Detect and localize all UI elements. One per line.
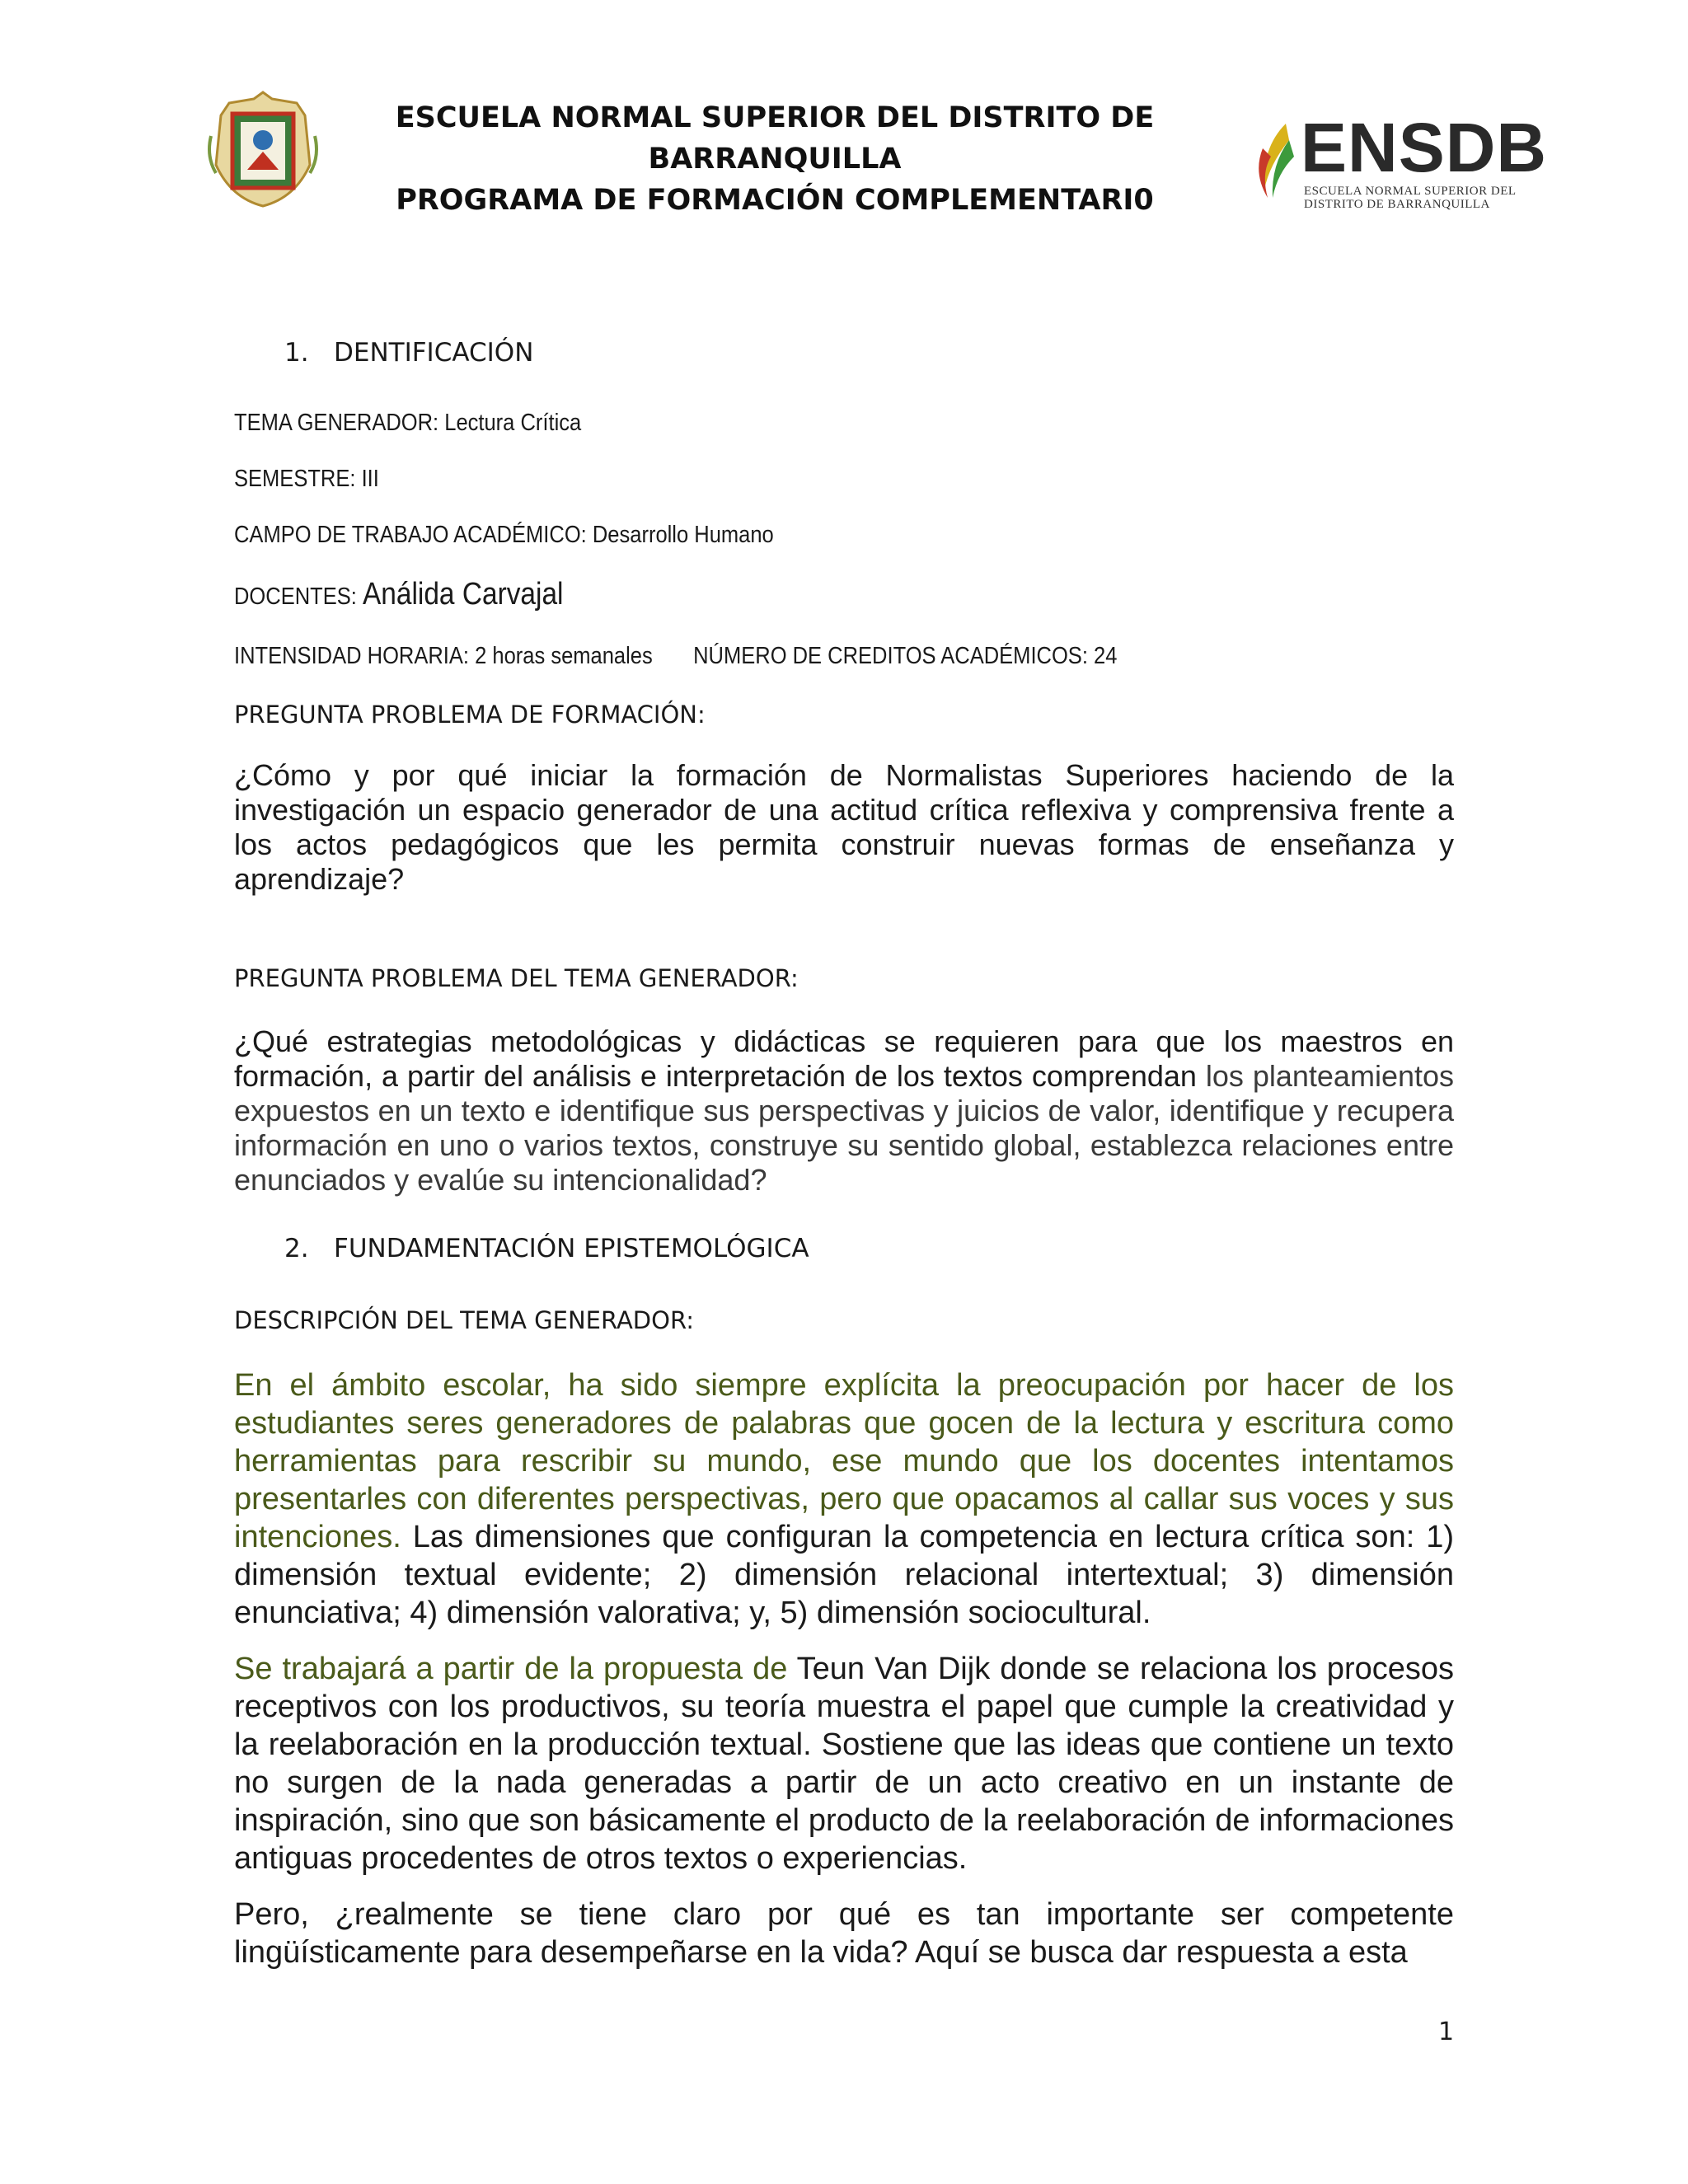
semestre-label: SEMESTRE: [234, 466, 356, 492]
descripcion-paragraph-3: Pero, ¿realmente se tiene claro por qué es tan importante ser competente lingüísticamente para desempeñarse en la vida? Aquí se busca dar respuesta a esta [234, 1897, 1454, 1970]
tema-label: TEMA GENERADOR: [234, 410, 439, 436]
descripcion-p2-rest: Teun Van Dijk donde se relaciona los procesos receptivos con los productivos, su teoría muestra el papel que cumple la creatividad y la reelaboración en la producción textual. Sostiene que las ideas que contiene un texto no surgen de la nada generadas a partir de un acto creativo en un instante de inspiración, sino que son básicamente el producto de la reelaboración de informaciones antiguas procedentes de otros textos o experiencias. [234, 1652, 1454, 1876]
header-program-name: PROGRAMA DE FORMACIÓN COMPLEMENTARI0 [396, 184, 1154, 217]
page-number: 1 [1438, 2018, 1455, 2046]
creditos-label: NÚMERO DE CREDITOS ACADÉMICOS: [693, 643, 1088, 669]
field-intensidad-creditos [234, 643, 1117, 670]
pregunta-tema-label: PREGUNTA PROBLEMA DEL TEMA GENERADOR: [234, 964, 799, 992]
pregunta-tema-text-b: los planteamientos expuestos en un texto e identifique sus perspectivas y juicios de valor, identifique y recupera información en uno o varios textos, construye su sentido global, establezca relaciones entre enunciados y evalúe su intencionalidad? [234, 1059, 1455, 1197]
ensdb-leaf-icon [1253, 115, 1302, 206]
section-1-heading [284, 338, 533, 368]
descripcion-paragraph-1 [234, 1366, 1454, 1632]
document-header [313, 97, 1236, 221]
docentes-value: Análida Carvajal [362, 577, 564, 612]
pregunta-tema-text-a: ¿Qué estrategias metodológicas y didácticas se requieren para que los maestros en formación, a partir del análisis e interpretación de los textos comprendan [234, 1024, 1454, 1093]
pregunta-tema-text [234, 1024, 1454, 1197]
descripcion-paragraph-2 [234, 1650, 1454, 1877]
school-crest-logo [204, 91, 321, 208]
intensidad-label: INTENSIDAD HORARIA: [234, 643, 470, 669]
section-2-heading [284, 1234, 809, 1263]
campo-value: Desarrollo Humano [592, 522, 774, 548]
intensidad-value: 2 horas semanales [475, 643, 653, 669]
pregunta-formacion-text: ¿Cómo y por qué iniciar la formación de Normalistas Superiores haciendo de la investigación un espacio generador de una actitud crítica reflexiva y comprensiva frente a los actos pedagógicos que les permita construir nuevas formas de enseñanza y aprendizaje? [234, 758, 1454, 896]
field-campo [234, 522, 774, 549]
section-1-number: 1. [284, 338, 309, 368]
ensdb-logo [1253, 109, 1548, 214]
section-2-title: FUNDAMENTACIÓN EPISTEMOLÓGICA [334, 1234, 809, 1263]
field-tema-generador [234, 410, 581, 437]
section-1-title: DENTIFICACIÓN [334, 338, 534, 368]
semestre-value: III [361, 466, 379, 492]
docentes-label: DOCENTES: [234, 583, 357, 610]
descripcion-p2-highlight: Se trabajará a partir de la propuesta de [234, 1652, 788, 1686]
field-semestre [234, 466, 379, 493]
ensdb-logo-text: ENSDB [1301, 109, 1548, 186]
descripcion-p1-rest: Las dimensiones que configuran la competencia en lectura crítica son: 1) dimensión textual evidente; 2) dimensión relacional intertextual; 3) dimensión enunciativa; 4) dimensión valorativa; y, 5) dimensión sociocultural. [234, 1520, 1454, 1630]
field-docentes [234, 577, 563, 612]
creditos-value: 24 [1094, 643, 1118, 669]
pregunta-formacion-label: PREGUNTA PROBLEMA DE FORMACIÓN: [234, 701, 706, 729]
section-2-number: 2. [284, 1234, 309, 1263]
descripcion-p1-highlight: En el ámbito escolar, ha sido siempre explícita la preocupación por hacer de los estudiantes seres generadores de palabras que gocen de la lectura y escritura como herramientas para rescribir su mundo, ese mundo que los docentes intentamos presentarles con diferentes perspectivas, pero que opacamos al callar sus voces y sus intenciones. [234, 1368, 1454, 1554]
ensdb-logo-subtitle: ESCUELA NORMAL SUPERIOR DEL DISTRITO DE BARRANQUILLA [1304, 185, 1516, 211]
descripcion-label: DESCRIPCIÓN DEL TEMA GENERADOR: [234, 1306, 694, 1334]
header-school-name: ESCUELA NORMAL SUPERIOR DEL DISTRITO DE BARRANQUILLA [395, 101, 1155, 176]
tema-value: Lectura Crítica [444, 410, 582, 436]
campo-label: CAMPO DE TRABAJO ACADÉMICO: [234, 522, 587, 548]
